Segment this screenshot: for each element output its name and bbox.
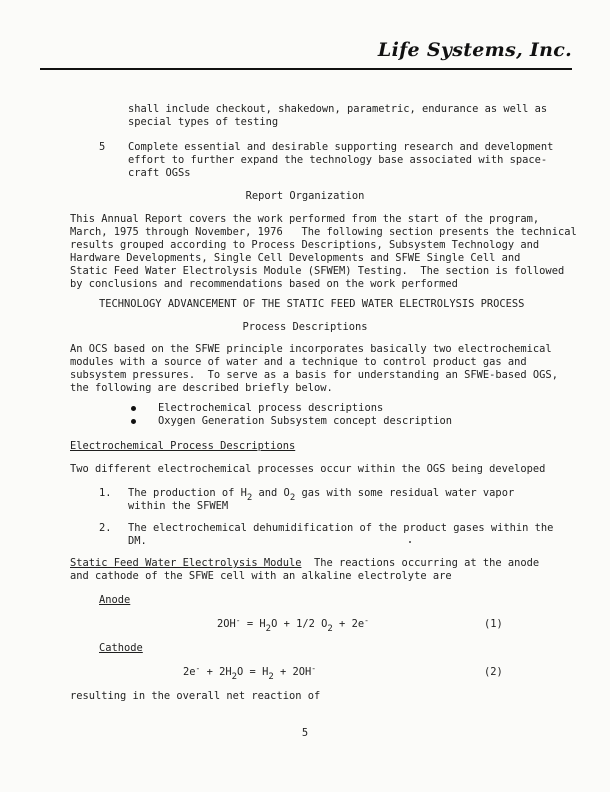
- paragraph-line: by conclusions and recommendations based on the work performed: [70, 278, 458, 290]
- paragraph-line: results grouped according to Process Descriptions, Subsystem Technology and: [70, 239, 540, 251]
- item-number: 5: [99, 141, 106, 153]
- bullet-icon: [131, 406, 136, 411]
- run-in-heading: Static Feed Water Electrolysis Module: [70, 557, 302, 569]
- paragraph-line: the following are described briefly below.: [70, 382, 333, 394]
- cathode-equation: $2e^- + 2H_2O = H_2 + 2OH^-$: [183, 664, 317, 682]
- item-number: 1.: [99, 487, 112, 499]
- subsection-heading: Electrochemical Process Descriptions: [70, 440, 296, 452]
- intro-line: special types of testing: [128, 116, 279, 128]
- item-line: The electrochemical dehumidification of the product gases within the: [128, 522, 554, 534]
- paragraph-line: This Annual Report covers the work performed from the start of the program,: [70, 213, 540, 225]
- page-number: 5: [301, 727, 309, 739]
- item-line: effort to further expand the technology base associated with space-: [128, 154, 548, 166]
- item-number: 2.: [99, 522, 112, 534]
- anode-equation: $2OH^- = H_2O + 1/2$ $O_2 + 2e^-$: [217, 616, 369, 634]
- equation-number: (2): [484, 666, 503, 678]
- paragraph-line: March, 1975 through November, 1976 The following section presents the technical: [70, 226, 577, 238]
- section-heading: Report Organization: [245, 190, 365, 202]
- paragraph-line: Hardware Developments, Single Cell Developments and SFWE Single Cell and: [70, 252, 521, 264]
- cathode-label: Cathode: [99, 642, 143, 654]
- paragraph-line: An OCS based on the SFWE principle incorporates basically two electrochemical: [70, 343, 552, 355]
- section-heading: Process Descriptions: [242, 321, 368, 333]
- bullet-icon: [131, 419, 136, 424]
- item-line: craft OGSs: [128, 167, 191, 179]
- bullet-item: Electrochemical process descriptions: [158, 402, 384, 414]
- paragraph-line: modules with a source of water and a technique to control product gas and: [70, 356, 527, 368]
- paragraph-line: Static Feed Water Electrolysis Module The reactions occurring at the anode: [70, 557, 540, 569]
- paragraph-line: and cathode of the SFWE cell with an alkaline electrolyte are: [70, 570, 452, 582]
- paragraph-line: Two different electrochemical processes occur within the OGS being developed: [70, 463, 546, 475]
- paragraph-line: resulting in the overall net reaction of: [70, 690, 321, 702]
- item-line: The production of $H_2$ and $O_2$ gas with some residual water vapor: [128, 487, 515, 503]
- intro-line: shall include checkout, shakedown, parametric, endurance as well as: [128, 103, 548, 115]
- chapter-heading: TECHNOLOGY ADVANCEMENT OF THE STATIC FEED WATER ELECTROLYSIS PROCESS: [99, 298, 525, 310]
- paragraph-line: Static Feed Water Electrolysis Module (SFWEM) Testing. The section is followed: [70, 265, 565, 277]
- item-line: within the SFWEM: [128, 500, 229, 512]
- equation-number: (1): [484, 618, 503, 630]
- item-line: Complete essential and desirable supporting research and development: [128, 141, 554, 153]
- anode-label: Anode: [99, 594, 131, 606]
- item-line: DM.: [128, 535, 147, 547]
- header-rule: [40, 68, 572, 70]
- bullet-item: Oxygen Generation Subsystem concept description: [158, 415, 453, 427]
- company-logo-text: Life Systems, Inc.: [377, 39, 572, 61]
- paragraph-line: subsystem pressures. To serve as a basis for understanding an SFWE-based OGS,: [70, 369, 558, 381]
- scan-speck: [409, 541, 411, 543]
